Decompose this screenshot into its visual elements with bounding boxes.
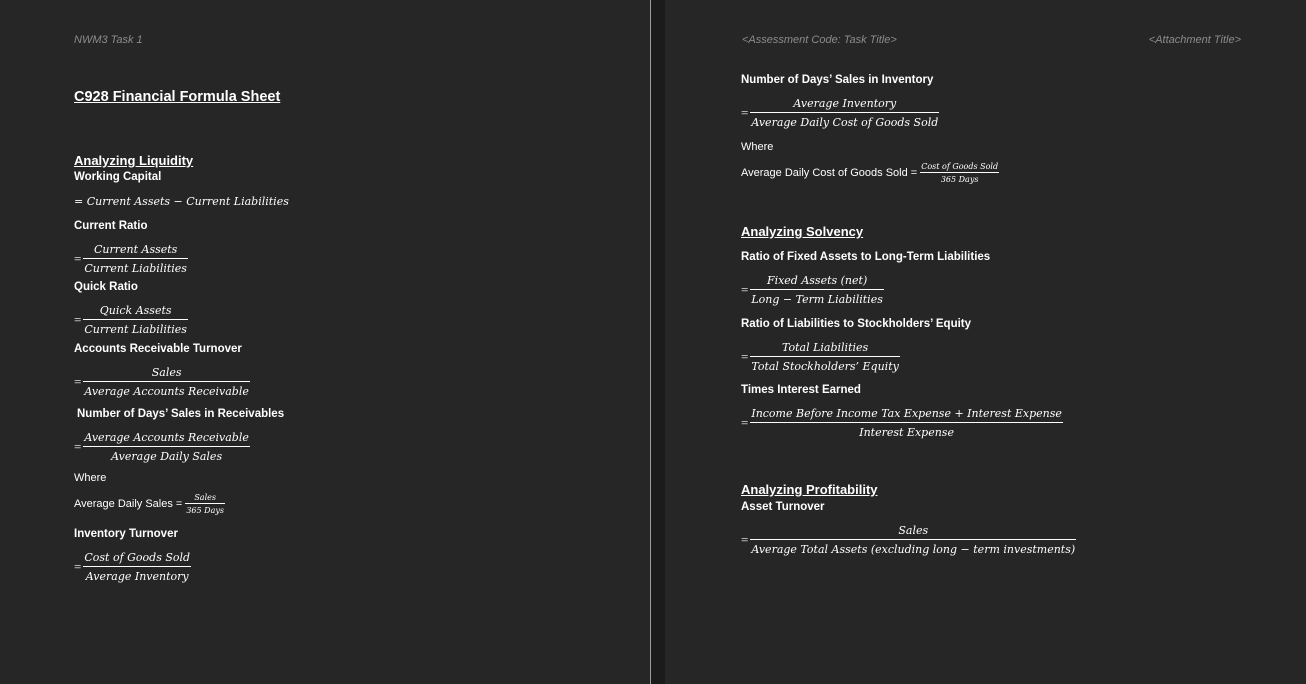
- fraction: [750, 97, 939, 129]
- formula-label-days-sales-inventory: Number of Days’ Sales in Inventory: [741, 74, 934, 86]
- denominator: Interest Expense: [859, 426, 954, 439]
- numerator: Quick Assets: [83, 304, 188, 320]
- equals-sign: =: [741, 282, 749, 297]
- fraction: [750, 407, 1063, 439]
- formula-avg-daily-cogs: [741, 162, 999, 184]
- equals-sign: =: [74, 374, 82, 389]
- formula-days-sales-inventory: [741, 97, 939, 129]
- fraction: [83, 243, 188, 275]
- denominator: 365 Days: [940, 175, 979, 184]
- formula-label-inventory-turnover: Inventory Turnover: [74, 528, 178, 540]
- formula-ar-turnover: [74, 366, 250, 398]
- equals-sign: =: [741, 415, 749, 430]
- numerator: Total Liabilities: [750, 341, 900, 357]
- equals-sign: =: [74, 439, 82, 454]
- numerator: Sales: [83, 366, 250, 382]
- section-heading-liquidity: Analyzing Liquidity: [74, 153, 194, 168]
- section-heading-solvency: Analyzing Solvency: [741, 224, 864, 239]
- numerator: Sales: [185, 493, 225, 504]
- formula-label-liabilities-equity-ratio: Ratio of Liabilities to Stockholders’ Equity: [741, 318, 972, 330]
- fraction: [83, 431, 250, 463]
- page-header: NWM3 Task 1: [74, 34, 143, 46]
- where-text: Where: [741, 141, 774, 153]
- numerator: Cost of Goods Sold: [921, 162, 999, 171]
- formula-text: Average Daily Cost of Goods Sold =: [741, 167, 918, 179]
- fraction: [920, 162, 999, 184]
- denominator: Total Stockholders’ Equity: [751, 360, 899, 373]
- formula-asset-turnover: [741, 524, 1076, 556]
- fraction: [750, 524, 1076, 556]
- denominator: Average Total Assets (excluding long − term investments): [751, 543, 1076, 556]
- numerator: Income Before Income Tax Expense + Interest Expense: [750, 407, 1063, 423]
- page-header-left: <Assessment Code: Task Title>: [742, 34, 897, 46]
- formula-label-days-sales-receivables: Number of Days’ Sales in Receivables: [77, 408, 285, 420]
- denominator: 365 Days: [186, 506, 224, 515]
- numerator: Fixed Assets (net): [750, 274, 884, 290]
- section-heading-profitability: Analyzing Profitability: [741, 482, 878, 497]
- formula-label-working-capital: Working Capital: [74, 171, 162, 183]
- equals-sign: =: [74, 559, 82, 574]
- formula-text: Average Daily Sales =: [74, 498, 183, 510]
- formula-avg-daily-sales: [74, 493, 225, 515]
- fraction: [185, 493, 225, 515]
- formula-label-ar-turnover: Accounts Receivable Turnover: [74, 343, 242, 355]
- numerator: Sales: [750, 524, 1076, 540]
- formula-label-fixed-assets-ratio: Ratio of Fixed Assets to Long-Term Liabilities: [741, 251, 991, 263]
- numerator: Average Inventory: [750, 97, 939, 113]
- denominator: Average Daily Sales: [111, 450, 223, 463]
- fraction: [750, 274, 884, 306]
- denominator: Average Inventory: [85, 570, 189, 583]
- formula-fixed-assets-ratio: [741, 274, 884, 306]
- formula-label-times-interest-earned: Times Interest Earned: [741, 384, 861, 396]
- formula-inventory-turnover: [74, 551, 191, 583]
- formula-label-asset-turnover: Asset Turnover: [741, 501, 825, 513]
- formula-days-sales-receivables: [74, 431, 250, 463]
- page-header-right: <Attachment Title>: [1148, 34, 1241, 46]
- document-title: C928 Financial Formula Sheet: [74, 89, 281, 105]
- formula-quick-ratio: [74, 304, 188, 336]
- fraction: [83, 304, 188, 336]
- formula-working-capital: = Current Assets − Current Liabilities: [74, 195, 289, 208]
- page-separator: [650, 0, 666, 684]
- equals-sign: =: [741, 532, 749, 547]
- numerator: Average Accounts Receivable: [83, 431, 250, 447]
- fraction: [750, 341, 900, 373]
- formula-label-quick-ratio: Quick Ratio: [74, 281, 138, 293]
- denominator: Current Liabilities: [84, 262, 187, 275]
- formula-current-ratio: [74, 243, 188, 275]
- formula-liabilities-equity-ratio: [741, 341, 900, 373]
- equals-sign: =: [74, 312, 82, 327]
- denominator: Long − Term Liabilities: [751, 293, 883, 306]
- where-text: Where: [74, 472, 107, 484]
- denominator: Average Accounts Receivable: [84, 385, 249, 398]
- formula-times-interest-earned: [741, 407, 1063, 439]
- equals-sign: =: [74, 251, 82, 266]
- equals-sign: =: [741, 349, 749, 364]
- numerator: Cost of Goods Sold: [83, 551, 191, 567]
- formula-label-current-ratio: Current Ratio: [74, 220, 148, 232]
- page-2: [665, 0, 1306, 684]
- denominator: Current Liabilities: [84, 323, 187, 336]
- numerator: Current Assets: [83, 243, 188, 259]
- page-1: [0, 0, 650, 684]
- fraction: [83, 551, 191, 583]
- equals-sign: =: [741, 105, 749, 120]
- fraction: [83, 366, 250, 398]
- denominator: Average Daily Cost of Goods Sold: [751, 116, 939, 129]
